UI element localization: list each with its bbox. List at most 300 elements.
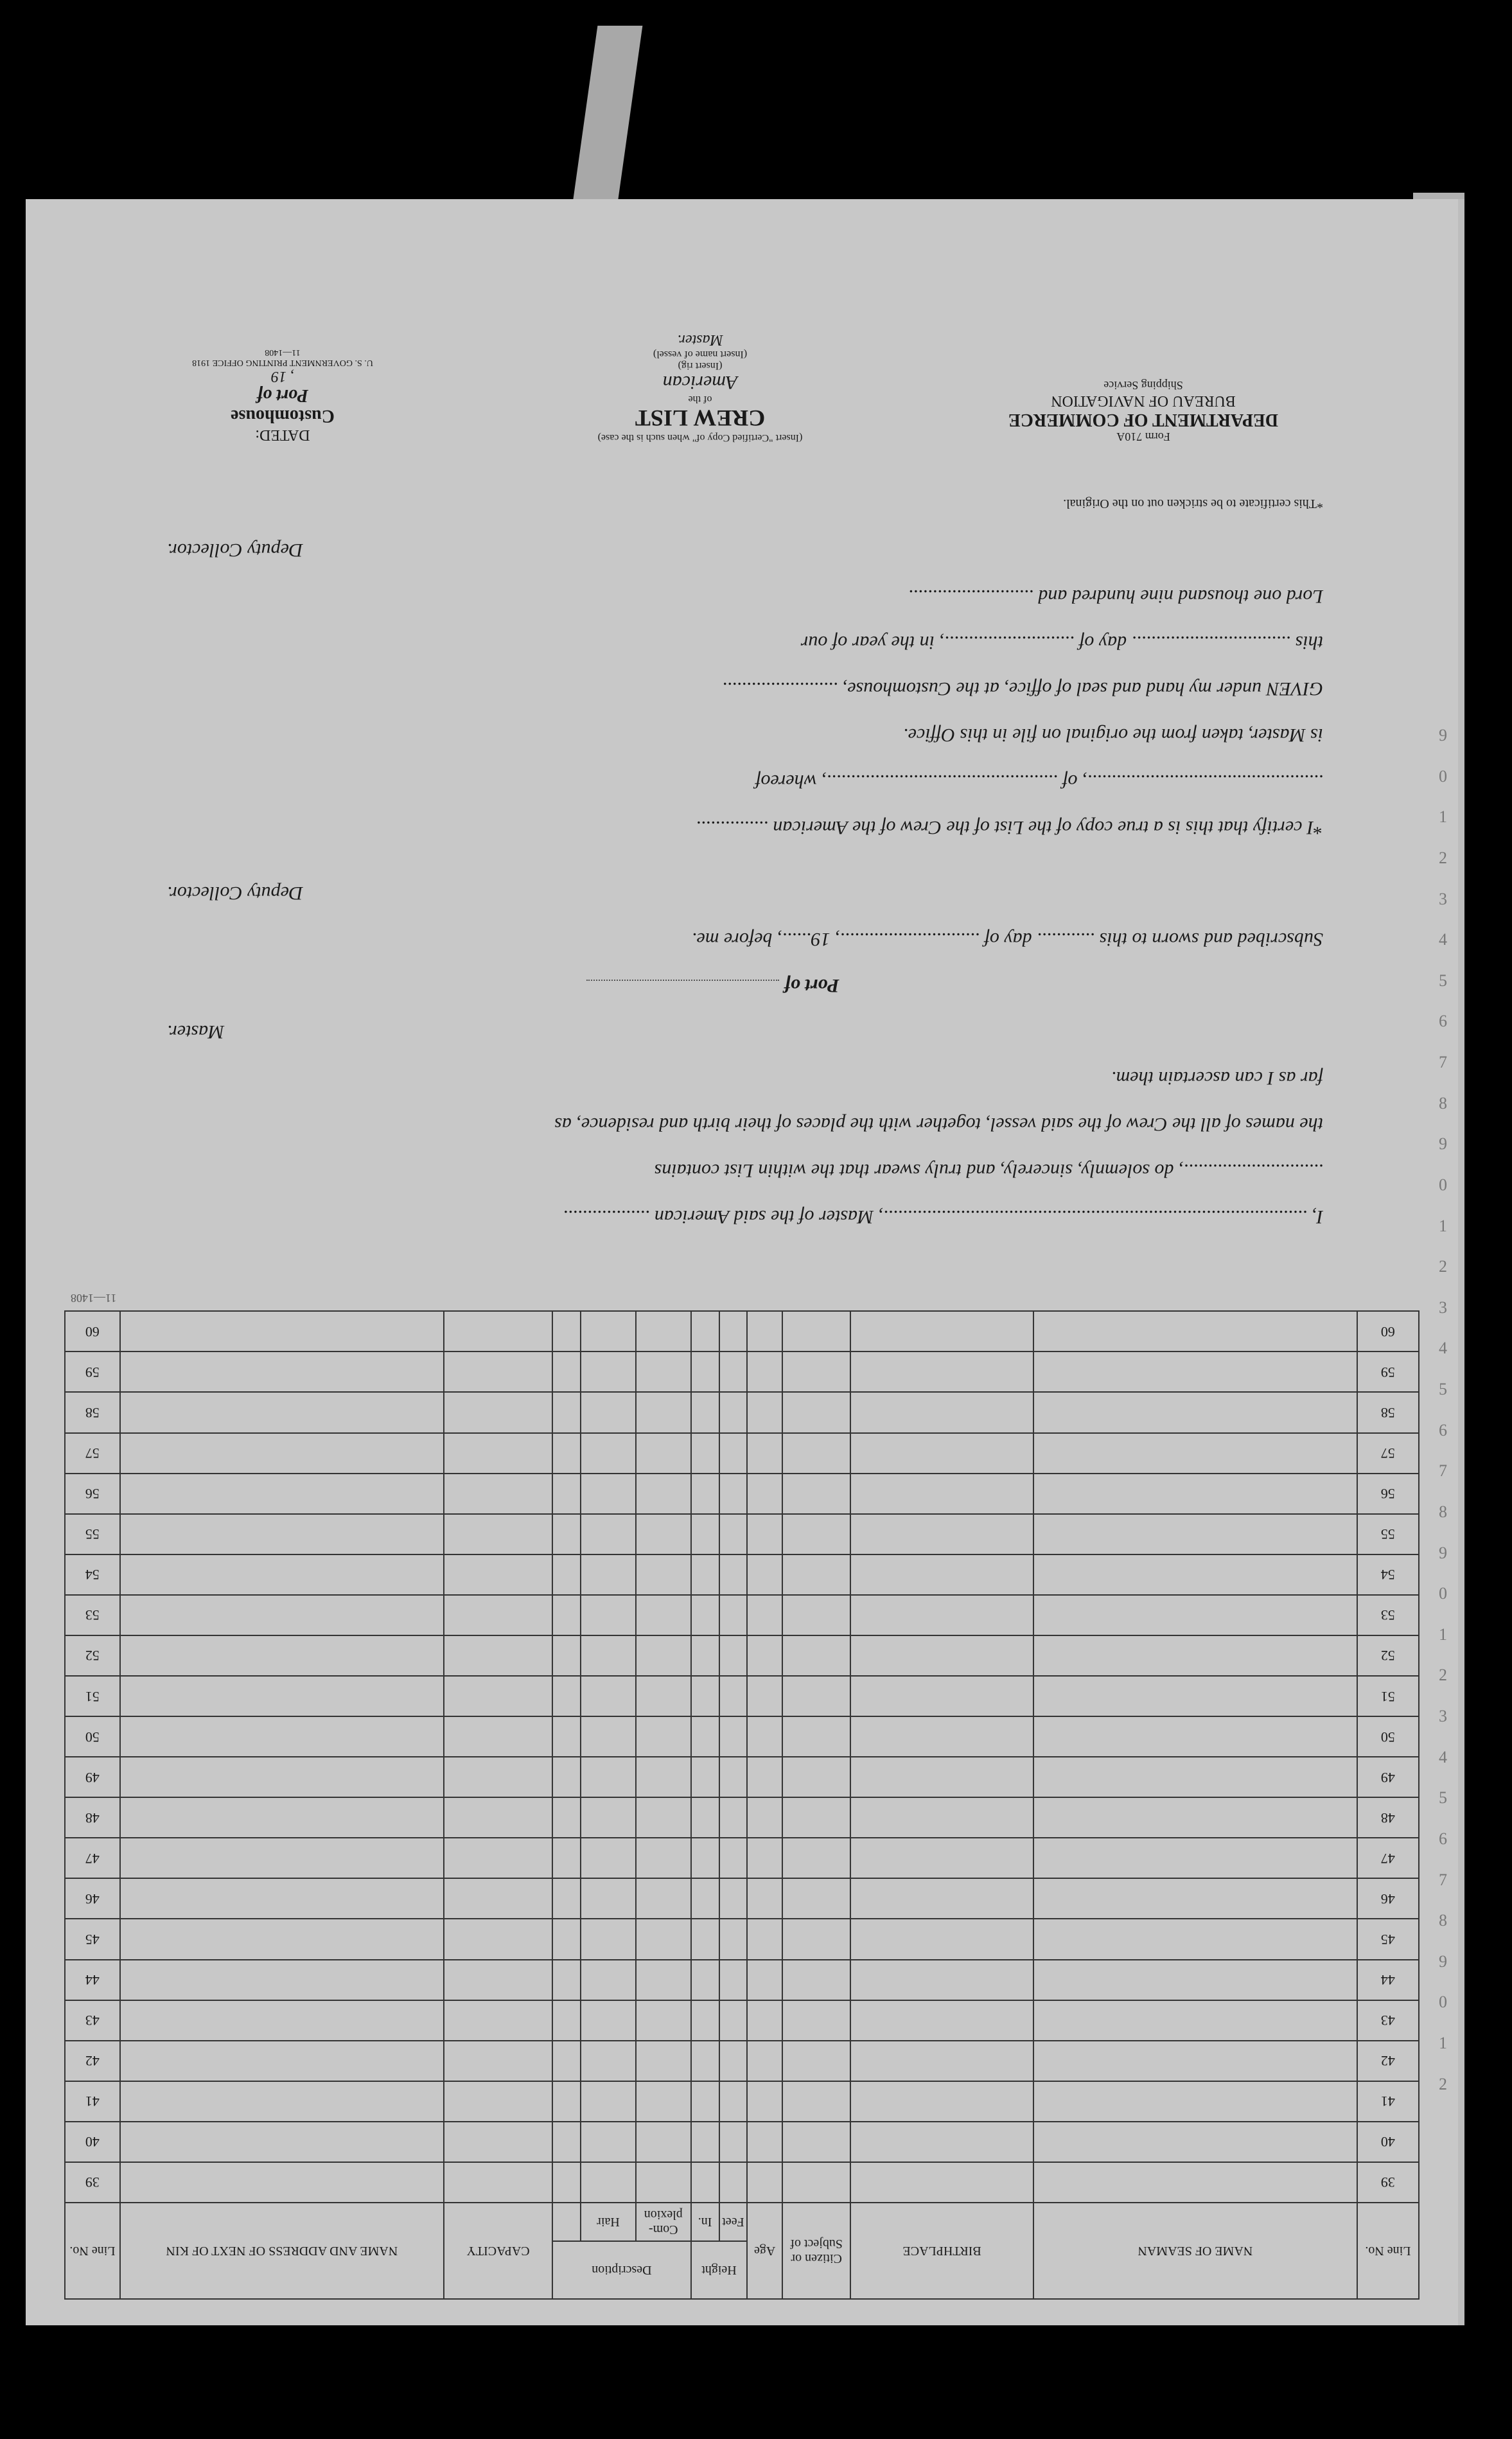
- row-cell-kin[interactable]: [120, 2041, 444, 2081]
- row-cell[interactable]: [850, 1797, 1033, 1838]
- edge-digit: 4: [1439, 930, 1447, 949]
- row-cell-kin[interactable]: [120, 1960, 444, 2000]
- oath-line-2: ............................., do solemnly, sincerely, and truly swear that the within List contains: [654, 1160, 1323, 1181]
- row-cell[interactable]: [719, 1757, 748, 1797]
- row-cell[interactable]: [850, 1716, 1033, 1757]
- row-line-no: 44: [1357, 1960, 1419, 2000]
- row-cell[interactable]: [747, 1797, 782, 1838]
- header-birthplace: BIRTHPLACE: [850, 2203, 1033, 2299]
- row-cell[interactable]: [581, 2081, 636, 2122]
- edge-digit: 7: [1439, 1053, 1447, 1071]
- row-cell[interactable]: [552, 1797, 581, 1838]
- row-cell[interactable]: [636, 1635, 691, 1676]
- row-cell[interactable]: [747, 2162, 782, 2203]
- row-cell[interactable]: [747, 1595, 782, 1635]
- table-row: [65, 1716, 1419, 1757]
- certified-note: (Insert "Certified Copy of" when such is the case): [597, 432, 803, 443]
- row-cell[interactable]: [444, 1757, 552, 1797]
- table-row: [65, 1392, 1419, 1432]
- row-cell[interactable]: [1033, 1797, 1357, 1838]
- row-cell[interactable]: [719, 1878, 748, 1919]
- row-cell[interactable]: [581, 1797, 636, 1838]
- row-line-no: 42: [1357, 2041, 1419, 2081]
- row-cell[interactable]: [782, 1595, 851, 1635]
- row-cell-kin[interactable]: [120, 1716, 444, 1757]
- row-cell[interactable]: [719, 1838, 748, 1878]
- row-cell[interactable]: [581, 2000, 636, 2041]
- row-cell[interactable]: [782, 1474, 851, 1514]
- row-cell[interactable]: [636, 1392, 691, 1432]
- row-cell[interactable]: [747, 1433, 782, 1474]
- row-cell[interactable]: [581, 1838, 636, 1878]
- row-cell-kin[interactable]: [120, 2081, 444, 2122]
- row-cell-kin[interactable]: [120, 1392, 444, 1432]
- table-row: [65, 1311, 1419, 1352]
- row-cell[interactable]: [444, 1919, 552, 1959]
- row-cell[interactable]: [444, 1838, 552, 1878]
- row-cell[interactable]: [1033, 1716, 1357, 1757]
- row-cell[interactable]: [691, 1757, 719, 1797]
- port-line: Port of: [103, 962, 1323, 1008]
- row-cell[interactable]: [782, 2000, 851, 2041]
- row-cell[interactable]: [636, 1838, 691, 1878]
- edge-digit: 0: [1439, 766, 1447, 786]
- row-cell[interactable]: [782, 1392, 851, 1432]
- row-cell[interactable]: [782, 1554, 851, 1595]
- row-cell[interactable]: [552, 2162, 581, 2203]
- row-cell[interactable]: [636, 2000, 691, 2041]
- row-cell[interactable]: [1033, 2081, 1357, 2122]
- row-cell[interactable]: [850, 2041, 1033, 2081]
- row-cell[interactable]: [850, 2162, 1033, 2203]
- row-cell[interactable]: [782, 1676, 851, 1716]
- row-cell[interactable]: [581, 1960, 636, 2000]
- row-cell[interactable]: [719, 2122, 748, 2162]
- row-line-no: 49: [1357, 1757, 1419, 1797]
- row-cell[interactable]: [581, 2041, 636, 2081]
- row-cell[interactable]: [850, 1878, 1033, 1919]
- row-cell-kin[interactable]: [120, 1311, 444, 1352]
- row-cell[interactable]: [552, 1676, 581, 1716]
- edge-digit: 5: [1439, 1380, 1447, 1398]
- row-cell[interactable]: [850, 1474, 1033, 1514]
- row-cell[interactable]: [747, 2000, 782, 2041]
- row-cell[interactable]: [444, 1716, 552, 1757]
- row-cell[interactable]: [782, 1919, 851, 1959]
- row-cell[interactable]: [1033, 1311, 1357, 1352]
- table-row: [65, 1352, 1419, 1392]
- row-cell[interactable]: [747, 1960, 782, 2000]
- row-cell[interactable]: [747, 1757, 782, 1797]
- row-cell[interactable]: [444, 1635, 552, 1676]
- row-cell[interactable]: [1033, 1635, 1357, 1676]
- row-cell[interactable]: [552, 1919, 581, 1959]
- row-cell[interactable]: [691, 1716, 719, 1757]
- row-line-no: 48: [1357, 1797, 1419, 1838]
- row-cell[interactable]: [444, 2122, 552, 2162]
- row-cell[interactable]: [1033, 2122, 1357, 2162]
- row-cell[interactable]: [850, 1838, 1033, 1878]
- row-cell-kin[interactable]: [120, 1595, 444, 1635]
- row-cell[interactable]: [1033, 1392, 1357, 1432]
- row-cell[interactable]: [782, 2122, 851, 2162]
- row-cell[interactable]: [552, 1392, 581, 1432]
- row-line-no: 56: [1357, 1474, 1419, 1514]
- row-cell[interactable]: [581, 1635, 636, 1676]
- row-cell[interactable]: [552, 1878, 581, 1919]
- row-cell[interactable]: [719, 1716, 748, 1757]
- row-cell[interactable]: [747, 1919, 782, 1959]
- row-cell[interactable]: [719, 1352, 748, 1392]
- row-cell[interactable]: [581, 1595, 636, 1635]
- row-cell[interactable]: [782, 2081, 851, 2122]
- row-cell[interactable]: [719, 1635, 748, 1676]
- row-cell[interactable]: [636, 1433, 691, 1474]
- row-cell-kin[interactable]: [120, 1919, 444, 1959]
- row-cell[interactable]: [636, 1554, 691, 1595]
- row-cell[interactable]: [747, 1635, 782, 1676]
- row-cell[interactable]: [719, 1960, 748, 2000]
- table-form-code: 11—1408: [71, 1292, 117, 1305]
- row-cell[interactable]: [747, 1878, 782, 1919]
- row-cell[interactable]: [581, 1676, 636, 1716]
- certify-line-3: is Master, taken from the original on file in this Office.: [903, 725, 1323, 746]
- row-cell[interactable]: [444, 1878, 552, 1919]
- row-cell[interactable]: [444, 2162, 552, 2203]
- american-label: American: [662, 372, 738, 393]
- row-cell[interactable]: [552, 1960, 581, 2000]
- row-cell-kin[interactable]: [120, 1352, 444, 1392]
- row-cell[interactable]: [691, 1595, 719, 1635]
- row-cell[interactable]: [747, 1392, 782, 1432]
- row-cell[interactable]: [782, 1352, 851, 1392]
- row-cell[interactable]: [691, 2122, 719, 2162]
- table-row: [65, 1919, 1419, 1959]
- row-cell[interactable]: [552, 1635, 581, 1676]
- row-cell[interactable]: [581, 2122, 636, 2162]
- row-cell-kin[interactable]: [120, 2000, 444, 2041]
- row-line-no: 45: [1357, 1919, 1419, 1959]
- row-cell[interactable]: [747, 1554, 782, 1595]
- row-cell[interactable]: [782, 1960, 851, 2000]
- row-cell[interactable]: [552, 1311, 581, 1352]
- row-cell[interactable]: [850, 1919, 1033, 1959]
- row-cell[interactable]: [719, 2162, 748, 2203]
- row-cell[interactable]: [850, 1392, 1033, 1432]
- row-cell[interactable]: [691, 1433, 719, 1474]
- row-cell[interactable]: [719, 2041, 748, 2081]
- row-cell[interactable]: [747, 2081, 782, 2122]
- certificate-block: [51, 212, 1400, 1278]
- row-cell[interactable]: [444, 1676, 552, 1716]
- row-cell[interactable]: [719, 1311, 748, 1352]
- row-cell[interactable]: [636, 1716, 691, 1757]
- row-cell[interactable]: [1033, 2041, 1357, 2081]
- row-cell[interactable]: [636, 2081, 691, 2122]
- row-cell-kin[interactable]: [120, 1838, 444, 1878]
- row-cell[interactable]: [581, 2162, 636, 2203]
- row-cell[interactable]: [747, 1676, 782, 1716]
- row-cell[interactable]: [1033, 1514, 1357, 1554]
- row-cell[interactable]: [719, 2000, 748, 2041]
- row-cell[interactable]: [444, 1554, 552, 1595]
- row-cell[interactable]: [581, 1757, 636, 1797]
- header-description: Description: [552, 2241, 690, 2299]
- row-cell[interactable]: [1033, 2000, 1357, 2041]
- row-line-no-2: 48: [65, 1797, 120, 1838]
- row-cell[interactable]: [691, 2041, 719, 2081]
- row-cell[interactable]: [1033, 1554, 1357, 1595]
- row-cell[interactable]: [691, 1392, 719, 1432]
- row-cell[interactable]: [552, 1514, 581, 1554]
- row-cell[interactable]: [1033, 1595, 1357, 1635]
- row-cell[interactable]: [719, 1392, 748, 1432]
- row-cell-kin[interactable]: [120, 1797, 444, 1838]
- row-cell[interactable]: [1033, 1838, 1357, 1878]
- row-cell[interactable]: [552, 1757, 581, 1797]
- row-cell[interactable]: [850, 1433, 1033, 1474]
- row-cell[interactable]: [636, 1595, 691, 1635]
- row-cell[interactable]: [691, 1878, 719, 1919]
- table-row: [65, 1514, 1419, 1554]
- row-cell[interactable]: [444, 1352, 552, 1392]
- row-cell[interactable]: [719, 1474, 748, 1514]
- row-cell[interactable]: [581, 1352, 636, 1392]
- header-next-of-kin: NAME AND ADDRESS OF NEXT OF KIN: [120, 2203, 444, 2299]
- row-cell[interactable]: [581, 1392, 636, 1432]
- row-cell[interactable]: [444, 1392, 552, 1432]
- row-line-no: 58: [1357, 1392, 1419, 1432]
- row-cell[interactable]: [691, 2162, 719, 2203]
- row-cell[interactable]: [850, 1352, 1033, 1392]
- row-cell[interactable]: [747, 2122, 782, 2162]
- edge-digit: 0: [1439, 1993, 1447, 2012]
- edge-digit: 8: [1439, 1502, 1447, 1521]
- row-cell[interactable]: [691, 1554, 719, 1595]
- edge-digit: 4: [1439, 1747, 1447, 1766]
- row-line-no-2: 43: [65, 2000, 120, 2041]
- row-line-no: 51: [1357, 1676, 1419, 1716]
- row-cell[interactable]: [636, 1797, 691, 1838]
- row-cell[interactable]: [636, 2041, 691, 2081]
- row-cell[interactable]: [782, 1797, 851, 1838]
- row-cell[interactable]: [1033, 1919, 1357, 1959]
- row-cell[interactable]: [747, 1352, 782, 1392]
- row-cell[interactable]: [691, 1474, 719, 1514]
- row-cell[interactable]: [782, 1514, 851, 1554]
- row-cell[interactable]: [581, 1514, 636, 1554]
- row-cell[interactable]: [691, 1311, 719, 1352]
- row-cell[interactable]: [444, 1960, 552, 2000]
- row-cell[interactable]: [1033, 1878, 1357, 1919]
- row-cell[interactable]: [1033, 1474, 1357, 1514]
- row-line-no-2: 51: [65, 1676, 120, 1716]
- row-cell[interactable]: [636, 1878, 691, 1919]
- row-cell[interactable]: [552, 2122, 581, 2162]
- row-cell[interactable]: [636, 1514, 691, 1554]
- row-cell[interactable]: [850, 1595, 1033, 1635]
- row-cell[interactable]: [850, 1960, 1033, 2000]
- row-line-no-2: 54: [65, 1554, 120, 1595]
- row-cell[interactable]: [552, 1352, 581, 1392]
- row-cell[interactable]: [719, 1919, 748, 1959]
- row-cell[interactable]: [636, 1757, 691, 1797]
- row-cell[interactable]: [691, 2000, 719, 2041]
- row-cell[interactable]: [552, 1595, 581, 1635]
- row-cell[interactable]: [444, 1311, 552, 1352]
- row-cell[interactable]: [747, 1838, 782, 1878]
- row-cell-kin[interactable]: [120, 1757, 444, 1797]
- edge-digit: 7: [1439, 1461, 1447, 1481]
- row-cell[interactable]: [691, 1919, 719, 1959]
- row-cell[interactable]: [636, 2162, 691, 2203]
- row-cell-kin[interactable]: [120, 1878, 444, 1919]
- row-cell[interactable]: [552, 2000, 581, 2041]
- row-cell[interactable]: [444, 2041, 552, 2081]
- row-cell[interactable]: [444, 1595, 552, 1635]
- row-cell[interactable]: [636, 1474, 691, 1514]
- row-line-no-2: 55: [65, 1514, 120, 1554]
- row-cell[interactable]: [691, 1960, 719, 2000]
- row-cell[interactable]: [444, 1474, 552, 1514]
- row-cell[interactable]: [552, 1716, 581, 1757]
- row-cell[interactable]: [850, 2081, 1033, 2122]
- row-cell[interactable]: [747, 1716, 782, 1757]
- row-cell[interactable]: [782, 2162, 851, 2203]
- table-row: [65, 1554, 1419, 1595]
- row-line-no-2: 57: [65, 1433, 120, 1474]
- row-cell[interactable]: [581, 1878, 636, 1919]
- row-cell[interactable]: [691, 2081, 719, 2122]
- row-cell-kin[interactable]: [120, 1514, 444, 1554]
- row-cell[interactable]: [552, 1474, 581, 1514]
- row-cell[interactable]: [1033, 1352, 1357, 1392]
- row-cell[interactable]: [747, 1474, 782, 1514]
- row-cell-kin[interactable]: [120, 1676, 444, 1716]
- row-cell[interactable]: [691, 1352, 719, 1392]
- row-cell[interactable]: [552, 2041, 581, 2081]
- edge-digit: 1: [1439, 1216, 1447, 1235]
- row-cell[interactable]: [747, 1514, 782, 1554]
- row-cell[interactable]: [719, 1514, 748, 1554]
- row-cell[interactable]: [691, 1635, 719, 1676]
- table-row: [65, 1595, 1419, 1635]
- row-cell[interactable]: [581, 1311, 636, 1352]
- row-cell[interactable]: [444, 1514, 552, 1554]
- row-line-no: 53: [1357, 1595, 1419, 1635]
- row-cell[interactable]: [782, 1635, 851, 1676]
- row-cell[interactable]: [850, 1757, 1033, 1797]
- edge-digit: 3: [1439, 1707, 1447, 1725]
- row-cell[interactable]: [581, 1919, 636, 1959]
- row-cell-kin[interactable]: [120, 1474, 444, 1514]
- row-cell[interactable]: [782, 1878, 851, 1919]
- table-row: [65, 1757, 1419, 1797]
- row-cell[interactable]: [850, 1635, 1033, 1676]
- header-citizen: Citizen or Subject of: [782, 2203, 851, 2299]
- row-cell[interactable]: [719, 1433, 748, 1474]
- row-cell[interactable]: [552, 1554, 581, 1595]
- row-cell[interactable]: [782, 1757, 851, 1797]
- row-line-no-2: 45: [65, 1919, 120, 1959]
- row-cell[interactable]: [1033, 1433, 1357, 1474]
- row-cell[interactable]: [636, 1960, 691, 2000]
- row-cell[interactable]: [691, 1514, 719, 1554]
- row-cell[interactable]: [782, 2041, 851, 2081]
- edge-digit: 1: [1439, 807, 1447, 827]
- row-cell[interactable]: [1033, 1960, 1357, 2000]
- row-cell[interactable]: [552, 2081, 581, 2122]
- certify-line-5: this ................................. day of ..........................., in the year of our: [800, 632, 1323, 653]
- row-cell-kin[interactable]: [120, 1635, 444, 1676]
- row-cell[interactable]: [1033, 1676, 1357, 1716]
- row-cell[interactable]: [552, 1433, 581, 1474]
- row-cell[interactable]: [782, 1433, 851, 1474]
- row-cell[interactable]: [850, 1554, 1033, 1595]
- row-cell[interactable]: [691, 1797, 719, 1838]
- row-cell[interactable]: [581, 1474, 636, 1514]
- row-cell[interactable]: [719, 1797, 748, 1838]
- row-cell[interactable]: [636, 1676, 691, 1716]
- row-cell-kin[interactable]: [120, 2162, 444, 2203]
- row-cell[interactable]: [782, 1716, 851, 1757]
- row-cell[interactable]: [691, 1838, 719, 1878]
- row-cell[interactable]: [747, 2041, 782, 2081]
- row-cell[interactable]: [581, 1716, 636, 1757]
- edge-digit: 2: [1439, 1666, 1447, 1685]
- row-cell[interactable]: [850, 1514, 1033, 1554]
- row-cell[interactable]: [719, 1676, 748, 1716]
- row-cell[interactable]: [636, 2122, 691, 2162]
- insert-vessel-note: (Insert name of vessel): [653, 349, 748, 360]
- row-cell[interactable]: [747, 1311, 782, 1352]
- cover-block: [148, 238, 1304, 443]
- row-cell[interactable]: [719, 1554, 748, 1595]
- row-cell[interactable]: [850, 1311, 1033, 1352]
- row-cell[interactable]: [1033, 1757, 1357, 1797]
- row-cell[interactable]: [444, 2000, 552, 2041]
- row-cell[interactable]: [444, 2081, 552, 2122]
- row-cell[interactable]: [782, 1838, 851, 1878]
- table-row: [65, 1797, 1419, 1838]
- row-cell[interactable]: [581, 1554, 636, 1595]
- table-row: [65, 1474, 1419, 1514]
- department-title: DEPARTMENT OF COMMERCE: [1008, 410, 1279, 430]
- row-cell[interactable]: [444, 1797, 552, 1838]
- row-cell-kin[interactable]: [120, 2122, 444, 2162]
- row-cell[interactable]: [850, 2122, 1033, 2162]
- row-cell[interactable]: [444, 1433, 552, 1474]
- edge-digit: 6: [1439, 1420, 1447, 1440]
- row-cell[interactable]: [691, 1676, 719, 1716]
- row-cell-kin[interactable]: [120, 1554, 444, 1595]
- row-cell-kin[interactable]: [120, 1433, 444, 1474]
- row-cell[interactable]: [636, 1311, 691, 1352]
- row-cell[interactable]: [552, 1838, 581, 1878]
- edge-digit: 1: [1439, 2034, 1447, 2052]
- row-cell[interactable]: [581, 1433, 636, 1474]
- row-cell[interactable]: [782, 1311, 851, 1352]
- row-line-no-2: 39: [65, 2162, 120, 2203]
- row-cell[interactable]: [1033, 2162, 1357, 2203]
- row-cell[interactable]: [719, 2081, 748, 2122]
- row-cell[interactable]: [850, 1676, 1033, 1716]
- row-cell[interactable]: [636, 1919, 691, 1959]
- row-cell[interactable]: [636, 1352, 691, 1392]
- row-cell[interactable]: [850, 2000, 1033, 2041]
- row-line-no: 50: [1357, 1716, 1419, 1757]
- row-cell[interactable]: [719, 1595, 748, 1635]
